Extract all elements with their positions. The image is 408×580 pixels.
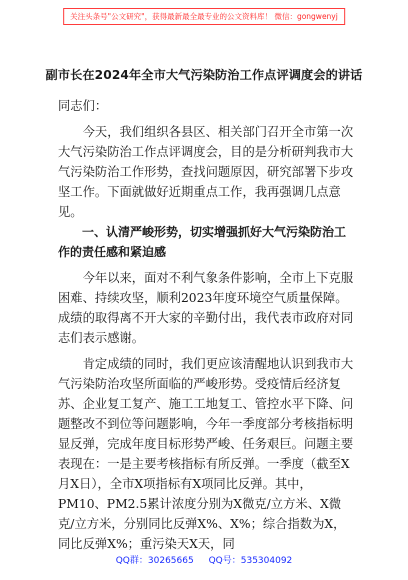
document-title: 副市长在2024年全市大气污染防治工作点评调度会的讲话: [45, 68, 363, 82]
qq-group: QQ群：30265665: [115, 556, 194, 566]
qq-number: QQ号：535304092: [208, 556, 293, 566]
document-body: [58, 96, 354, 554]
promo-banner: 关注头条号"公文研究"，获得最新最全最专业的公文资料库！ 微信：gongwenyj: [63, 8, 345, 25]
paragraph-intro: 今天，我们组织各县区、相关部门召开全市第一次大气污染防治工作点评调度会，目的是分析研判我市大气污染防治工作形势，查找问题原因，研究部署下步攻坚工作。下面就做好近期重点工作，我再强调几点意见。: [58, 125, 354, 219]
salutation: 同志们：: [58, 99, 108, 113]
footer-contact: [0, 553, 408, 566]
section-heading: 一、认清严峻形势，切实增强抓好大气污染防治工作的责任感和紧迫感: [58, 225, 347, 259]
paragraph-situation: 肯定成绩的同时，我们更应该清醒地认识到我市大气污染防治攻坚所面临的严峻形势。受疫情后经济复苏、企业复工复产、施工工地复工、管控水平下降、问题整改不到位等问题影响，今年一季度部分考核指标明显反弹，完成年度目标形势严峻、任务艰巨。问题主要表现在：一是主要考核指标有所反弹。一季度（截至X月X日），全市X项指标有X项同比反弹。其中，PM10、PM2.5累计浓度分别为X微克/立方米、X微克/立方米，分别同比反弹X%、X%；综合指数为X，同比反弹X%；重污染天X天，同: [58, 357, 354, 551]
paragraph-achievements: 今年以来，面对不利气象条件影响，全市上下克服困难、持续攻坚，顺利2023年度环境空气质量保障。成绩的取得离不开大家的辛勤付出，我代表市政府对同志们表示感谢。: [58, 271, 354, 345]
